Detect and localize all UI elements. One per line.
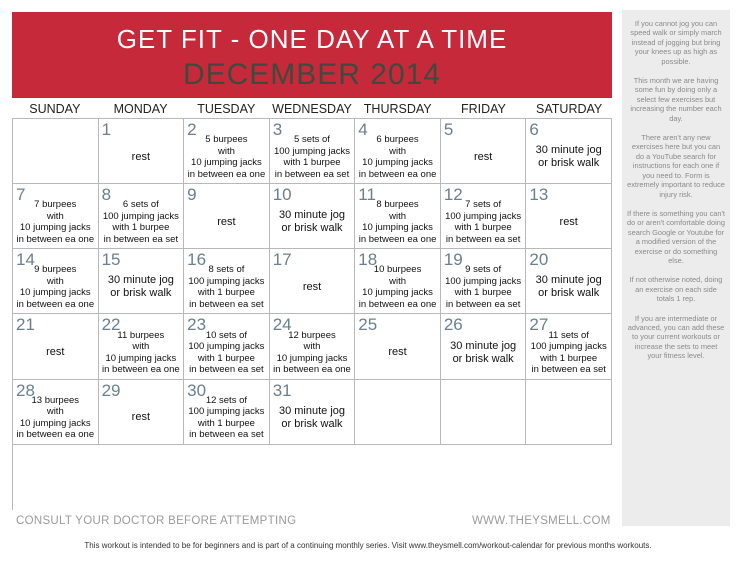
day-cell-9	[184, 184, 270, 249]
day-cell-21	[13, 314, 99, 379]
day-cell-22	[99, 314, 185, 379]
workout-text: rest	[217, 215, 236, 228]
weekday-label: MONDAY	[113, 102, 168, 116]
empty-day-cell	[355, 380, 441, 445]
day-number: 2	[187, 120, 197, 139]
page-title: GET FIT - ONE DAY AT A TIME	[116, 24, 508, 54]
weekday-label: FRIDAY	[460, 102, 506, 116]
weekday-label: SATURDAY	[536, 102, 603, 116]
day-number: 24	[272, 315, 292, 335]
day-cell-27	[526, 314, 612, 379]
day-cell-16	[184, 249, 270, 314]
workout-text: 9 sets of 100 jumping jacks with 1 burpee in between ea set	[445, 264, 522, 310]
day-number: 13	[529, 185, 549, 205]
workout-text: 12 burpees with 10 jumping jacks in between ea one	[273, 329, 351, 376]
workout-text: 5 burpees with 10 jumping jacks in between ea one	[187, 134, 266, 180]
day-number: 28	[16, 380, 35, 400]
workout-text: 30 minute jog or brisk walk	[535, 144, 602, 170]
day-cell-11	[355, 184, 441, 249]
day-cell-3	[270, 119, 356, 184]
weekday-header-row	[12, 100, 612, 118]
day-cell-20	[526, 249, 612, 314]
day-cell-18	[355, 249, 441, 314]
day-cell-5	[441, 119, 527, 184]
empty-day-cell	[13, 119, 99, 184]
workout-text: 30 minute jog or brisk walk	[278, 209, 346, 235]
workout-text: 6 sets of 100 jumping jacks with 1 burpee in between ea set	[102, 199, 179, 245]
workout-text: 10 sets of 100 jumping jacks with 1 burpee in between ea set	[188, 329, 265, 376]
calendar-grid	[12, 118, 612, 510]
day-cell-12	[441, 184, 527, 249]
tip-paragraph: There aren't any new exercises here but you can do a YouTube search for instructions for each one if you need to. Form is extremely important to reduce injury risk.	[627, 133, 725, 199]
day-cell-15	[99, 249, 185, 314]
workout-text: 30 minute jog or brisk walk	[450, 339, 517, 365]
weekday-label: WEDNESDAY	[272, 102, 352, 116]
day-number: 21	[16, 315, 35, 335]
workout-text: 5 sets of 100 jumping jacks with 1 burpee in between ea set	[273, 134, 351, 180]
day-cell-26	[441, 314, 527, 379]
day-cell-17	[270, 249, 356, 314]
day-number: 29	[101, 380, 121, 400]
day-cell-19	[441, 249, 527, 314]
workout-text: 7 burpees with 10 jumping jacks in between ea one	[16, 199, 95, 245]
day-cell-10	[270, 184, 356, 249]
day-number: 12	[443, 185, 463, 205]
day-number: 27	[529, 315, 549, 335]
day-cell-30	[184, 380, 270, 445]
day-cell-7	[13, 184, 99, 249]
tip-paragraph: If there is something you can't do or aren't comfortable doing search Google or Youtube for a modified version of the exercise or do something else.	[627, 208, 725, 265]
workout-text: 30 minute jog or brisk walk	[278, 404, 346, 430]
workout-text: rest	[302, 280, 322, 293]
workout-text: 9 burpees with 10 jumping jacks in between ea one	[16, 264, 95, 310]
day-number: 26	[443, 315, 463, 335]
day-number: 1	[101, 120, 112, 139]
doctor-disclaimer: CONSULT YOUR DOCTOR BEFORE ATTEMPTING	[16, 515, 297, 527]
day-cell-23	[184, 314, 270, 379]
workout-text: 12 sets of 100 jumping jacks with 1 burpee in between ea set	[188, 394, 265, 441]
empty-day-cell	[441, 380, 527, 445]
tip-paragraph: This month we are having some fun by doing only a select few exercises but increasing the number each day.	[630, 76, 722, 123]
day-number: 7	[16, 185, 26, 205]
day-number: 9	[187, 185, 197, 205]
workout-text: rest	[131, 150, 151, 163]
tip-paragraph: If you cannot jog you can speed walk or simply march instead of jogging but bring your knees up as high as possible.	[630, 19, 722, 66]
weekday-label: TUESDAY	[197, 102, 256, 116]
day-cell-1	[99, 119, 185, 184]
day-cell-13	[526, 184, 612, 249]
day-cell-8	[99, 184, 185, 249]
workout-text	[13, 135, 98, 179]
workout-text: rest	[473, 150, 493, 163]
weekday-label: SUNDAY	[29, 102, 81, 116]
day-number: 22	[101, 315, 121, 335]
workout-text	[526, 396, 611, 440]
day-number: 10	[272, 185, 292, 205]
day-number: 16	[187, 250, 207, 270]
day-number: 8	[101, 185, 112, 205]
workout-text: 11 sets of 100 jumping jacks with 1 burpee in between ea set	[530, 329, 607, 376]
day-cell-28	[13, 380, 99, 445]
workout-text	[355, 396, 440, 440]
day-number: 30	[187, 380, 207, 400]
tip-paragraph: If you are intermediate or advanced, you can add these to your current workouts or increase the sets to meet your fitness level.	[627, 313, 725, 361]
empty-day-cell	[526, 380, 612, 445]
website-link[interactable]: WWW.THEYSMELL.COM	[472, 515, 611, 527]
day-cell-31	[270, 380, 356, 445]
day-number: 31	[272, 380, 292, 400]
day-number: 3	[272, 120, 283, 139]
workout-text: 30 minute jog or brisk walk	[535, 274, 602, 300]
workout-text: 11 burpees with 10 jumping jacks in between ea one	[102, 329, 180, 376]
day-cell-24	[270, 314, 356, 379]
day-cell-6	[526, 119, 612, 184]
day-number: 17	[272, 250, 292, 270]
day-number: 6	[529, 120, 539, 139]
workout-text: 13 burpees with 10 jumping jacks in between ea one	[16, 394, 95, 441]
day-cell-2	[184, 119, 270, 184]
workout-text: 7 sets of 100 jumping jacks with 1 burpee in between ea set	[445, 199, 522, 245]
workout-text: 8 burpees with 10 jumping jacks in between ea one	[358, 199, 437, 245]
workout-text: rest	[46, 346, 65, 359]
workout-text: rest	[559, 215, 578, 228]
day-cell-29	[99, 380, 185, 445]
day-number: 25	[358, 315, 378, 335]
workout-text: rest	[131, 411, 151, 424]
day-number: 23	[187, 315, 207, 335]
workout-text: 30 minute jog or brisk walk	[107, 274, 174, 300]
month-title: DECEMBER 2014	[182, 58, 442, 91]
day-number: 14	[16, 250, 35, 270]
day-number: 19	[443, 250, 463, 270]
workout-text	[441, 396, 526, 440]
workout-text: rest	[388, 346, 407, 359]
calendar-header	[12, 12, 612, 98]
day-cell-4	[355, 119, 441, 184]
day-number: 4	[358, 120, 368, 139]
day-cell-25	[355, 314, 441, 379]
day-cell-14	[13, 249, 99, 314]
day-number: 11	[358, 185, 376, 205]
weekday-label: THURSDAY	[363, 102, 432, 116]
workout-text: 6 burpees with 10 jumping jacks in between ea one	[358, 134, 437, 180]
day-number: 18	[358, 250, 378, 270]
workout-text: 10 burpees with 10 jumping jacks in between ea one	[358, 264, 437, 310]
workout-text: 8 sets of 100 jumping jacks with 1 burpee in between ea set	[188, 264, 265, 310]
day-number: 20	[529, 250, 549, 270]
tip-paragraph: If not otherwise noted, doing an exercise on each side totals 1 rep.	[629, 275, 723, 304]
day-number: 15	[101, 250, 121, 270]
day-number: 5	[443, 120, 454, 139]
tips-sidebar	[622, 10, 730, 526]
footer-note: This workout is intended to be for beginners and is part of a continuing monthly series. Visit www.theysmell.com/workout-calendar for previous months workouts.	[84, 541, 652, 550]
